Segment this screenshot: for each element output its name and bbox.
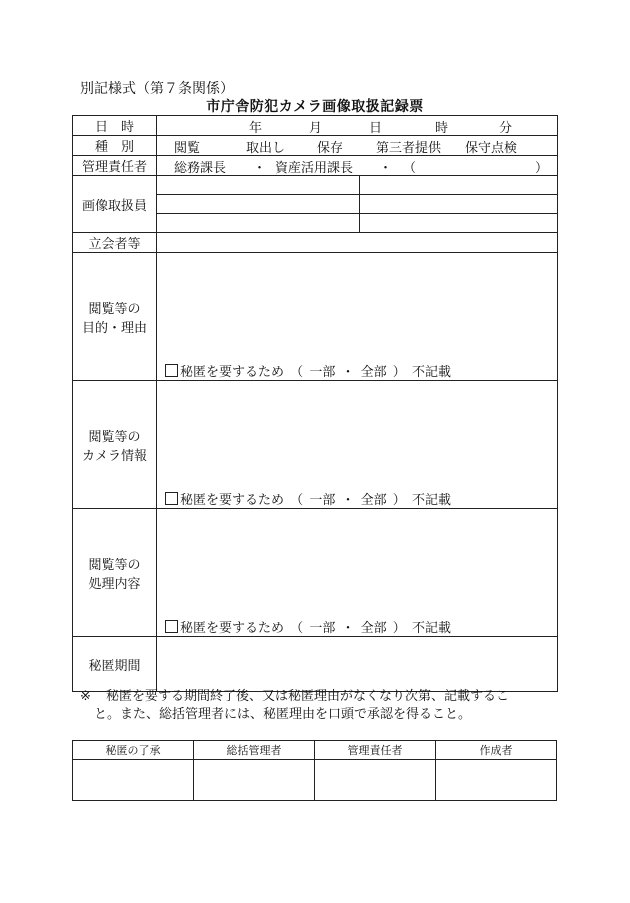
- camera-label-line1: 閲覧等の: [88, 429, 141, 445]
- paren-close: ）: [392, 493, 406, 508]
- process-label-line2: 処理内容: [88, 576, 141, 592]
- row-period: [73, 637, 558, 692]
- paren-open: （: [290, 365, 304, 380]
- manager-paren-open: （: [403, 161, 417, 176]
- option-all[interactable]: 全部: [360, 621, 387, 636]
- option-separator: ・: [341, 493, 355, 508]
- hour-unit: 時: [435, 121, 449, 136]
- kind-option-view[interactable]: 閲覧: [174, 141, 201, 156]
- handler-field-2b[interactable]: [360, 195, 558, 214]
- form-label: 別記様式（第７条関係）: [80, 81, 234, 97]
- option-all[interactable]: 全部: [360, 365, 387, 380]
- kind-label: 種 別: [73, 136, 157, 156]
- row-date: [73, 116, 558, 136]
- stamp-consent[interactable]: [73, 760, 194, 801]
- approval-header-manager: 管理責任者: [315, 741, 436, 760]
- manager-paren-close: ）: [535, 161, 549, 176]
- witness-field[interactable]: [157, 233, 558, 253]
- purpose-label-line1: 閲覧等の: [88, 301, 141, 317]
- camera-field[interactable]: [157, 381, 558, 509]
- form-title: 市庁舎防犯カメラ画像取扱記録票: [206, 99, 424, 115]
- option-part[interactable]: 一部: [309, 493, 336, 508]
- handler-field-2a[interactable]: [157, 195, 360, 214]
- stamp-manager[interactable]: [315, 760, 436, 801]
- handler-field-1a[interactable]: [157, 176, 360, 195]
- day-unit: 日: [369, 121, 383, 136]
- stamp-creator[interactable]: [436, 760, 557, 801]
- footnote: [80, 688, 560, 724]
- kind-option-maintenance[interactable]: 保守点検: [465, 141, 518, 156]
- year-unit: 年: [249, 121, 263, 136]
- period-field[interactable]: [157, 637, 558, 692]
- manager-opt-general-affairs[interactable]: 総務課長: [174, 161, 227, 176]
- manager-separator: ・: [253, 161, 267, 176]
- footnote-text1: 秘匿を要する期間終了後、又は秘匿理由がなくなり次第、記載するこ: [106, 689, 510, 704]
- minute-unit: 分: [499, 121, 513, 136]
- kind-option-takeout[interactable]: 取出し: [246, 141, 286, 156]
- confidential-option: [165, 489, 453, 508]
- camera-label: [73, 381, 157, 509]
- month-unit: 月: [309, 121, 323, 136]
- kind-options: [157, 136, 558, 156]
- row-process: [73, 509, 558, 637]
- kind-option-third-party[interactable]: 第三者提供: [376, 141, 442, 156]
- purpose-field[interactable]: [157, 253, 558, 381]
- confidential-option: [165, 361, 453, 380]
- approval-header-creator: 作成者: [436, 741, 557, 760]
- process-label-line1: 閲覧等の: [88, 557, 141, 573]
- row-camera: [73, 381, 558, 509]
- paren-open: （: [290, 493, 304, 508]
- kind-option-save[interactable]: 保存: [317, 141, 344, 156]
- confidential-option: [165, 617, 453, 636]
- date-field[interactable]: [157, 116, 558, 136]
- confidential-suffix: 不記載: [411, 365, 451, 380]
- camera-label-line2: カメラ情報: [81, 448, 147, 464]
- option-part[interactable]: 一部: [309, 621, 336, 636]
- row-kind: [73, 136, 558, 156]
- manager-separator: ・: [379, 161, 393, 176]
- process-label: [73, 509, 157, 637]
- footnote-line1: [80, 688, 560, 706]
- stamp-general-manager[interactable]: [194, 760, 315, 801]
- handler-field-1b[interactable]: [360, 176, 558, 195]
- paren-close: ）: [392, 365, 406, 380]
- witness-label: 立会者等: [73, 233, 157, 253]
- approval-header-row: [73, 741, 557, 760]
- approval-header-general-manager: 総括管理者: [194, 741, 315, 760]
- option-separator: ・: [341, 365, 355, 380]
- footnote-line2: と。また、総括管理者には、秘匿理由を口頭で承認を得ること。: [94, 707, 472, 722]
- date-label: 日 時: [73, 116, 157, 136]
- row-purpose: [73, 253, 558, 381]
- handler-field-3a[interactable]: [157, 214, 360, 233]
- confidential-checkbox[interactable]: [165, 492, 178, 505]
- option-all[interactable]: 全部: [360, 493, 387, 508]
- row-manager: [73, 156, 558, 176]
- record-table: [72, 115, 558, 692]
- handler-field-3b[interactable]: [360, 214, 558, 233]
- handler-label: 画像取扱員: [73, 176, 157, 233]
- note-mark: ※: [80, 689, 91, 704]
- manager-field[interactable]: [157, 156, 558, 176]
- process-field[interactable]: [157, 509, 558, 637]
- option-part[interactable]: 一部: [309, 365, 336, 380]
- manager-label: 管理責任者: [73, 156, 157, 176]
- confidential-suffix: 不記載: [411, 493, 451, 508]
- approval-table: [72, 740, 557, 801]
- paren-open: （: [290, 621, 304, 636]
- manager-opt-asset[interactable]: 資産活用課長: [275, 161, 354, 176]
- period-label: 秘匿期間: [73, 637, 157, 692]
- confidential-text: 秘匿を要するため: [180, 493, 285, 508]
- confidential-text: 秘匿を要するため: [180, 621, 285, 636]
- row-handler: [73, 176, 558, 195]
- row-witness: [73, 233, 558, 253]
- approval-stamp-row: [73, 760, 557, 801]
- purpose-label-line2: 目的・理由: [81, 320, 147, 336]
- confidential-text: 秘匿を要するため: [180, 365, 285, 380]
- option-separator: ・: [341, 621, 355, 636]
- approval-header-consent: 秘匿の了承: [73, 741, 194, 760]
- confidential-suffix: 不記載: [411, 621, 451, 636]
- confidential-checkbox[interactable]: [165, 364, 178, 377]
- purpose-label: [73, 253, 157, 381]
- confidential-checkbox[interactable]: [165, 620, 178, 633]
- paren-close: ）: [392, 621, 406, 636]
